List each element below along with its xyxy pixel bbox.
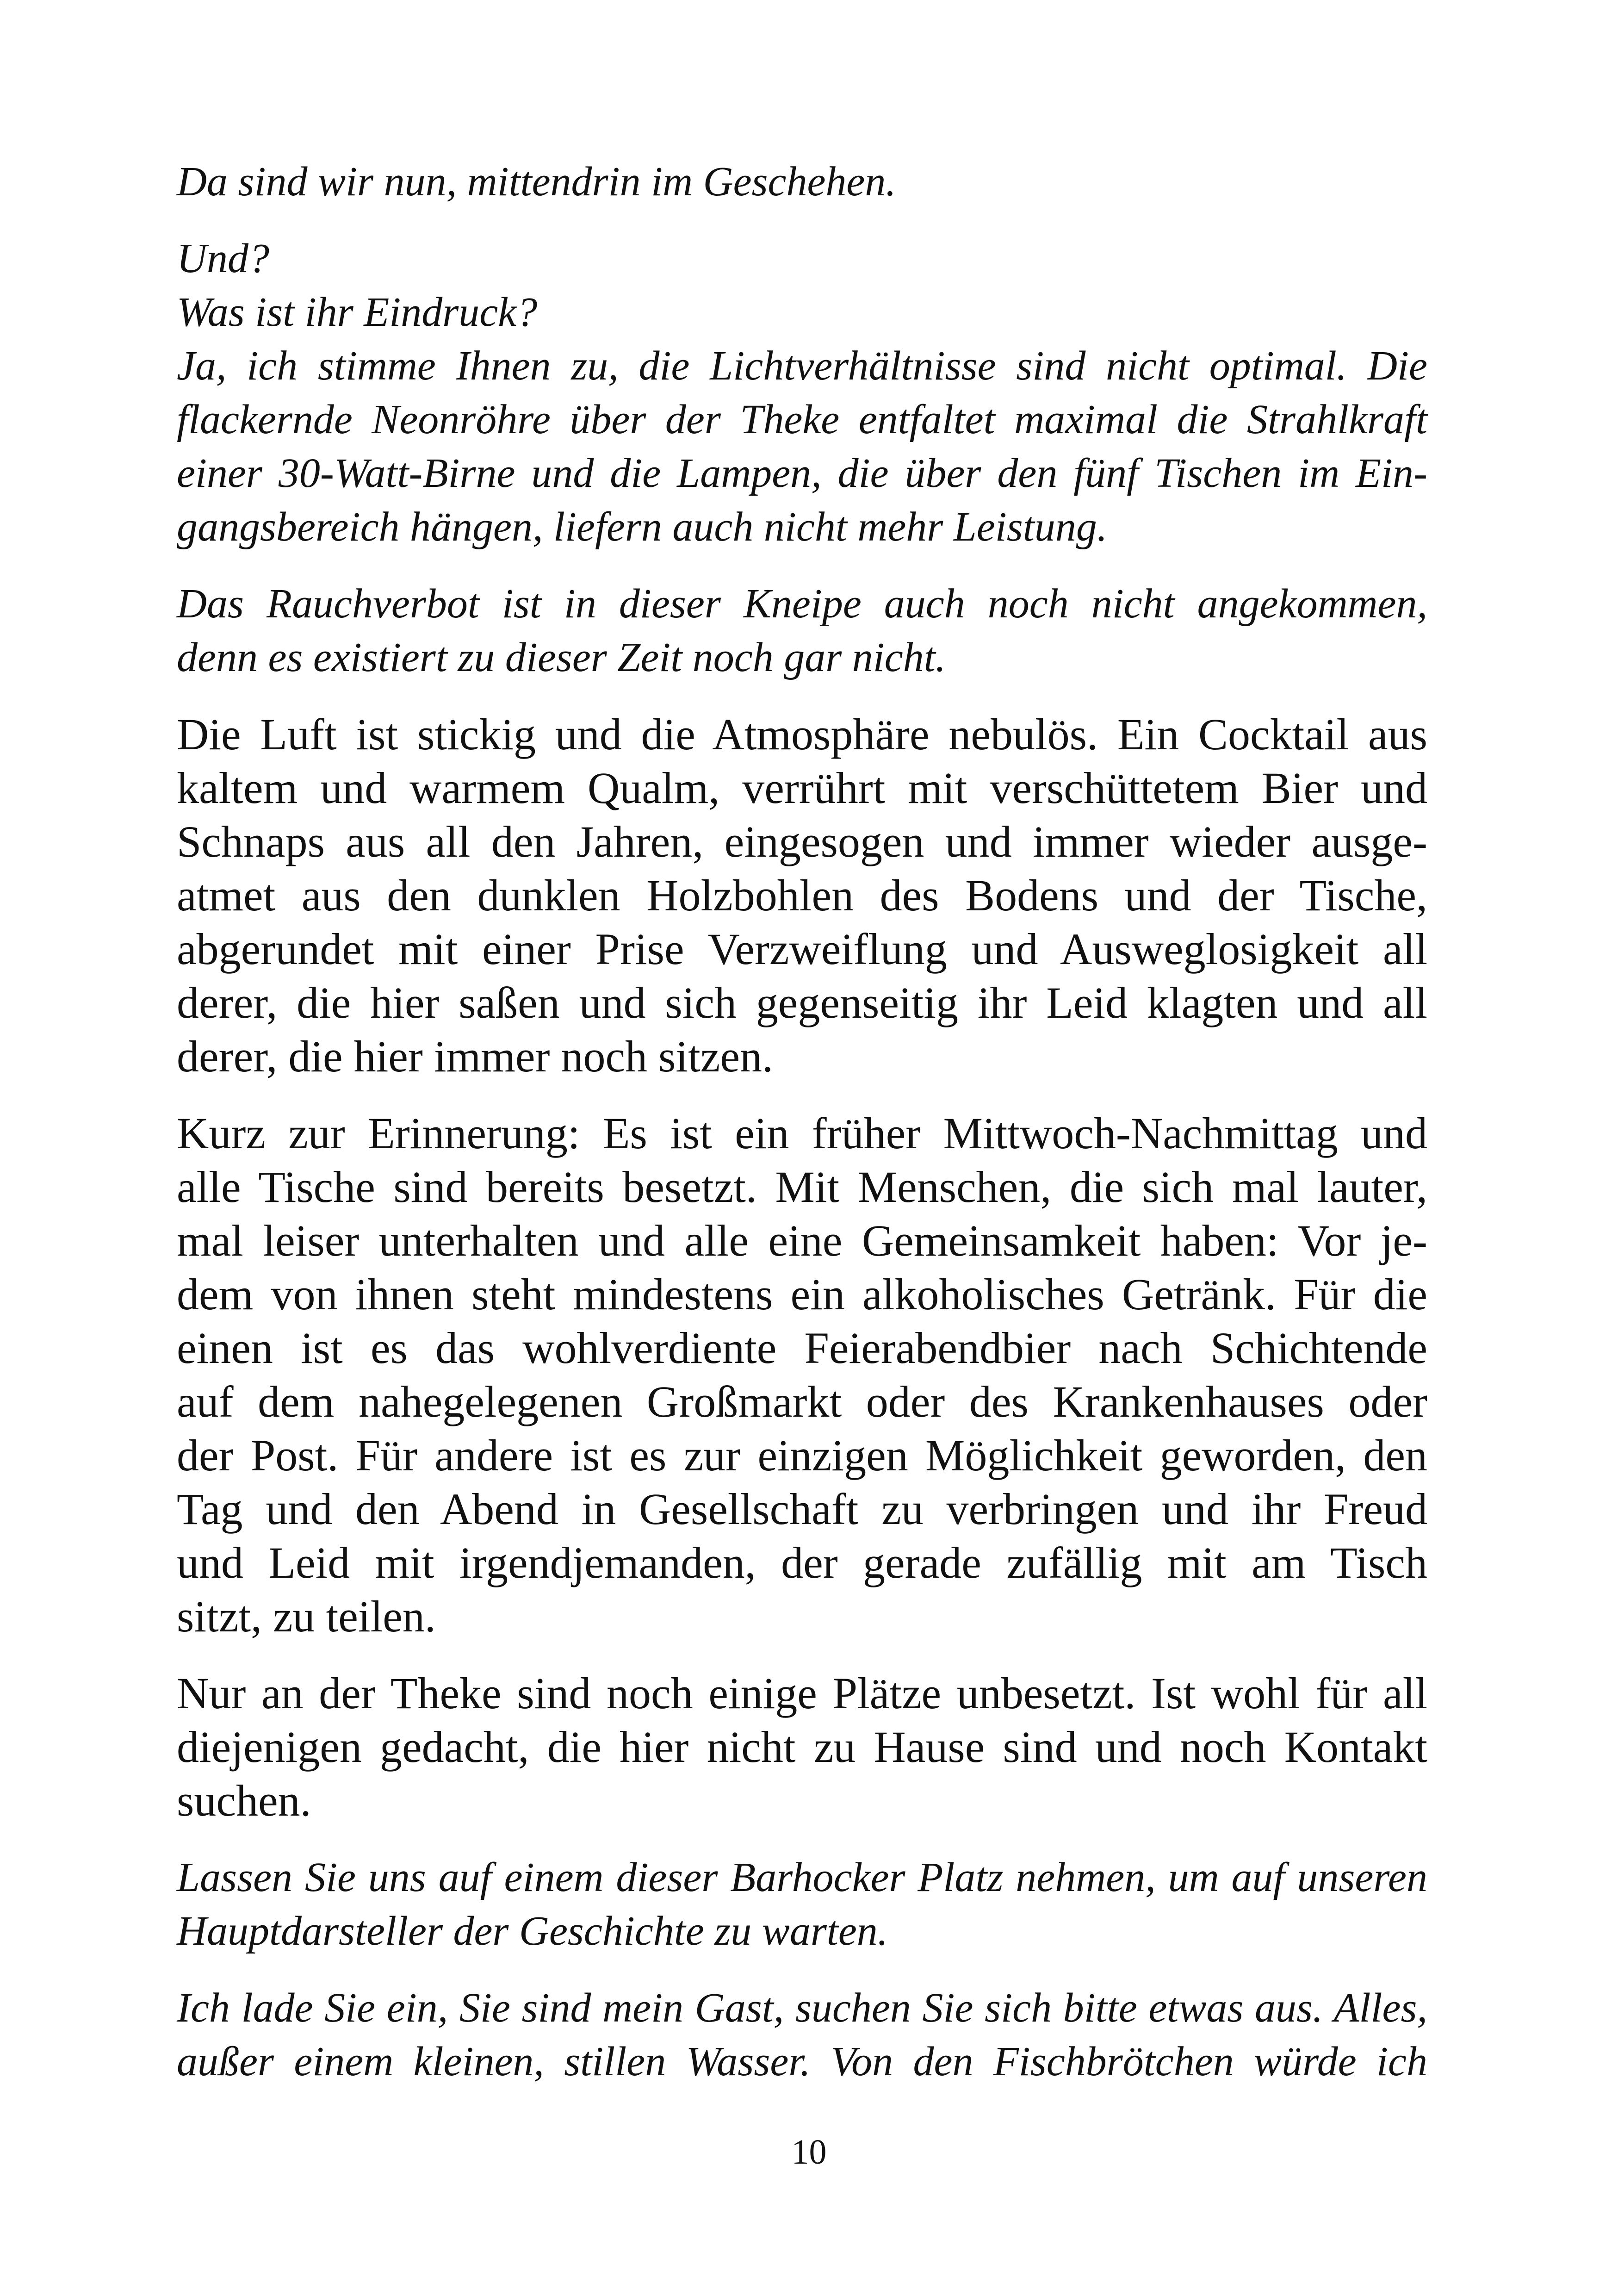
text-line: Kurz zur Erinnerung: Es ist ein früher Mittwoch-Nachmittag und (177, 1108, 1427, 1158)
text-line: suchen. (177, 1776, 311, 1825)
text-line: gangsbereich hängen, liefern auch nicht mehr Leistung. (177, 504, 1108, 550)
page-body (177, 155, 1427, 2112)
paragraph (177, 1981, 1427, 2089)
paragraph (177, 232, 1427, 554)
text-line: Und? (177, 236, 269, 281)
text-line: auf dem nahegelegenen Großmarkt oder des Krankenhauses oder (177, 1377, 1427, 1426)
text-line: außer einem kleinen, stillen Wasser. Von den Fischbrötchen würde ich (177, 2039, 1427, 2084)
paragraph (177, 1667, 1427, 1828)
text-line: und Leid mit irgendjemanden, der gerade zufällig mit am Tisch (177, 1538, 1427, 1587)
text-line: Tag und den Abend in Gesellschaft zu verbringen und ihr Freud (177, 1484, 1427, 1534)
text-line: einer 30-Watt-Birne und die Lampen, die über den fünf Tischen im Ein- (177, 450, 1427, 496)
text-line: Die Luft ist stickig und die Atmosphäre nebulös. Ein Cocktail aus (177, 709, 1427, 759)
text-line: mal leiser unterhalten und alle eine Gemeinsamkeit haben: Vor je- (177, 1216, 1427, 1265)
text-line: Lassen Sie uns auf einem dieser Barhocker Platz nehmen, um auf unseren (177, 1854, 1427, 1900)
text-line: denn es existiert zu dieser Zeit noch gar nicht. (177, 635, 946, 680)
paragraph (177, 1107, 1427, 1643)
text-line: atmet aus den dunklen Holzbohlen des Bodens und der Tische, (177, 871, 1427, 920)
text-line: flackernde Neonröhre über der Theke entfaltet maximal die Strahlkraft (177, 397, 1427, 442)
paragraph (177, 1851, 1427, 1958)
text-line: der Post. Für andere ist es zur einzigen Möglichkeit geworden, den (177, 1431, 1427, 1480)
paragraph (177, 155, 1427, 209)
text-line: einen ist es das wohlverdiente Feierabendbier nach Schichtende (177, 1323, 1427, 1373)
text-line: Nur an der Theke sind noch einige Plätze unbesetzt. Ist wohl für all (177, 1668, 1427, 1718)
page-number: 10 (791, 2133, 827, 2172)
text-line: Ja, ich stimme Ihnen zu, die Lichtverhältnisse sind nicht optimal. Die (177, 343, 1427, 389)
text-line: derer, die hier immer noch sitzen. (177, 1032, 773, 1081)
text-line: Das Rauchverbot ist in dieser Kneipe auch noch nicht angekommen, (177, 581, 1427, 627)
text-line: abgerundet mit einer Prise Verzweiflung und Ausweglosigkeit all (177, 924, 1427, 974)
text-line: kaltem und warmem Qualm, verrührt mit verschüttetem Bier und (177, 763, 1427, 813)
paragraph (177, 577, 1427, 684)
text-line: alle Tische sind bereits besetzt. Mit Menschen, die sich mal lauter, (177, 1162, 1427, 1212)
text-line: Ich lade Sie ein, Sie sind mein Gast, suchen Sie sich bitte etwas aus. Alles, (177, 1985, 1427, 2031)
text-line: Schnaps aus all den Jahren, eingesogen und immer wieder ausge- (177, 817, 1427, 866)
text-line: diejenigen gedacht, die hier nicht zu Hause sind und noch Kontakt (177, 1722, 1427, 1772)
text-line: derer, die hier saßen und sich gegenseitig ihr Leid klagten und all (177, 978, 1427, 1027)
text-line: dem von ihnen steht mindestens ein alkoholisches Getränk. Für die (177, 1269, 1427, 1319)
text-line: sitzt, zu teilen. (177, 1592, 436, 1641)
paragraph (177, 708, 1427, 1083)
text-line: Hauptdarsteller der Geschichte zu warten. (177, 1908, 888, 1954)
text-line: Da sind wir nun, mittendrin im Geschehen. (177, 159, 896, 205)
text-line: Was ist ihr Eindruck? (177, 289, 538, 335)
